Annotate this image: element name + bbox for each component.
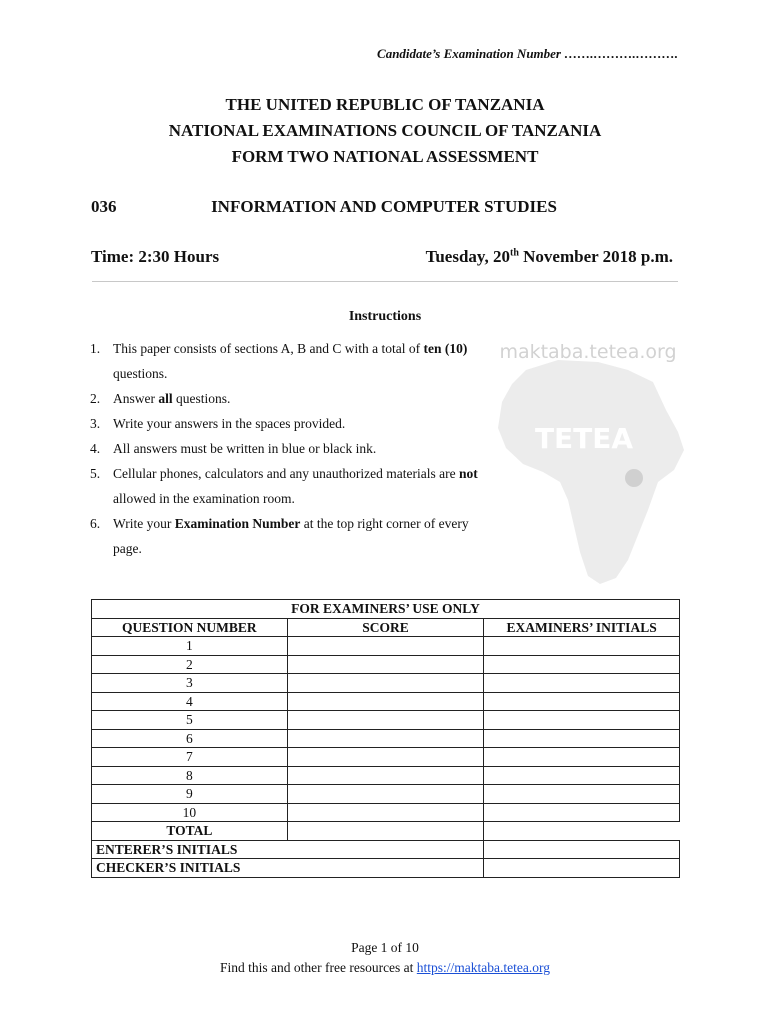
- header-council: NATIONAL EXAMINATIONS COUNCIL OF TANZANIA: [168, 121, 602, 140]
- score-cell[interactable]: [287, 729, 484, 748]
- date-sup: th: [510, 247, 519, 259]
- table-row: [92, 803, 680, 822]
- instruction-text-end: questions.: [172, 391, 231, 406]
- question-number-cell: 6: [92, 729, 288, 748]
- instruction-item: [88, 336, 488, 386]
- header-assessment: FORM TWO NATIONAL ASSESSMENT: [231, 147, 539, 166]
- date-suffix: November 2018 p.m.: [518, 247, 673, 266]
- question-number-cell: 3: [92, 674, 288, 693]
- table-caption: FOR EXAMINERS’ USE ONLY: [92, 600, 680, 619]
- paper-code: 036: [91, 197, 117, 216]
- score-cell[interactable]: [287, 766, 484, 785]
- africa-map-icon: [498, 360, 684, 584]
- instruction-number: 4.: [90, 441, 101, 456]
- total-score-cell[interactable]: [287, 822, 484, 841]
- instruction-text: Answer: [113, 391, 159, 406]
- page-footer: [0, 938, 770, 978]
- examiners-initials-cell[interactable]: [484, 711, 680, 730]
- table-row: [92, 711, 680, 730]
- checker-row: [92, 859, 680, 878]
- exam-date: [426, 247, 673, 267]
- score-cell[interactable]: [287, 748, 484, 767]
- instruction-text-end: at the top right corner of every page.: [113, 516, 469, 556]
- score-cell[interactable]: [287, 692, 484, 711]
- tetea-watermark: [488, 340, 688, 590]
- footer-text: [0, 958, 770, 978]
- instruction-emphasis: Examination Number: [174, 516, 301, 531]
- total-blank-cell: [484, 822, 680, 841]
- date-prefix: Tuesday, 20: [425, 247, 510, 266]
- examiners-initials-cell[interactable]: [484, 785, 680, 804]
- instruction-emphasis: ten (10): [423, 341, 468, 356]
- examiners-initials-cell[interactable]: [484, 674, 680, 693]
- page-number: Page 1 of 10: [351, 940, 419, 955]
- instruction-item: [88, 386, 488, 411]
- instructions-title: Instructions: [348, 309, 422, 324]
- instruction-text-end: allowed in the examination room.: [113, 491, 295, 506]
- instruction-text: Write your answers in the spaces provided.: [113, 416, 346, 431]
- instruction-text: Cellular phones, calculators and any unauthorized materials are: [113, 466, 459, 481]
- score-cell[interactable]: [287, 711, 484, 730]
- header-question-number: QUESTION NUMBER: [92, 618, 288, 637]
- table-row: [92, 748, 680, 767]
- exam-time: Time: 2:30 Hours: [91, 247, 220, 266]
- instruction-text: Write your: [113, 516, 175, 531]
- candidate-number-line: Candidate’s Examination Number …….……….……….: [377, 46, 678, 61]
- examiners-initials-cell[interactable]: [484, 803, 680, 822]
- examiners-initials-cell[interactable]: [484, 729, 680, 748]
- instruction-item: [88, 511, 488, 561]
- total-row: [92, 822, 680, 841]
- score-cell[interactable]: [287, 655, 484, 674]
- examiners-initials-cell[interactable]: [484, 766, 680, 785]
- question-number-cell: 7: [92, 748, 288, 767]
- instructions-list: [88, 336, 488, 561]
- question-number-cell: 9: [92, 785, 288, 804]
- checker-initials-cell[interactable]: [484, 859, 680, 878]
- examiners-initials-cell[interactable]: [484, 748, 680, 767]
- question-number-cell: 2: [92, 655, 288, 674]
- header-score: SCORE: [287, 618, 484, 637]
- header-republic: THE UNITED REPUBLIC OF TANZANIA: [225, 95, 545, 114]
- total-label: TOTAL: [92, 822, 288, 841]
- instruction-text: This paper consists of sections A, B and C with a total of: [113, 341, 424, 356]
- enterer-initials-cell[interactable]: [484, 840, 680, 859]
- question-number-cell: 1: [92, 637, 288, 656]
- examiners-table: [91, 599, 680, 878]
- enterer-initials-label: ENTERER’S INITIALS: [92, 840, 484, 859]
- table-row: [92, 785, 680, 804]
- instruction-number: 6.: [90, 516, 101, 531]
- examiners-initials-cell[interactable]: [484, 692, 680, 711]
- header-examiners-initials: EXAMINERS’ INITIALS: [484, 618, 680, 637]
- footer-label: Find this and other free resources at: [219, 960, 417, 975]
- paper-title: INFORMATION AND COMPUTER STUDIES: [211, 197, 557, 216]
- table-row: [92, 674, 680, 693]
- enterer-row: [92, 840, 680, 859]
- table-row: [92, 692, 680, 711]
- divider: [92, 281, 678, 282]
- table-row: [92, 766, 680, 785]
- question-number-cell: 10: [92, 803, 288, 822]
- score-cell[interactable]: [287, 785, 484, 804]
- watermark-brand: TETEA: [534, 422, 634, 455]
- footer-link[interactable]: https://maktaba.tetea.org: [416, 960, 551, 975]
- examiners-initials-cell[interactable]: [484, 655, 680, 674]
- question-number-cell: 8: [92, 766, 288, 785]
- watermark-site: maktaba.tetea.org: [499, 341, 677, 363]
- instruction-item: [88, 436, 488, 461]
- table-row: [92, 637, 680, 656]
- score-cell[interactable]: [287, 803, 484, 822]
- instruction-item: [88, 461, 488, 511]
- question-number-cell: 4: [92, 692, 288, 711]
- question-number-cell: 5: [92, 711, 288, 730]
- instruction-emphasis: all: [158, 391, 173, 406]
- table-row: [92, 729, 680, 748]
- instruction-item: [88, 411, 488, 436]
- instruction-emphasis: not: [459, 466, 478, 481]
- instruction-text: All answers must be written in blue or black ink.: [113, 441, 377, 456]
- score-cell[interactable]: [287, 637, 484, 656]
- tanzania-marker-icon: [625, 469, 643, 487]
- checker-initials-label: CHECKER’S INITIALS: [92, 859, 484, 878]
- score-cell[interactable]: [287, 674, 484, 693]
- instruction-number: 2.: [90, 391, 101, 406]
- examiners-initials-cell[interactable]: [484, 637, 680, 656]
- instruction-text-end: questions.: [113, 366, 168, 381]
- instruction-number: 3.: [90, 416, 101, 431]
- table-row: [92, 655, 680, 674]
- instruction-number: 5.: [90, 466, 101, 481]
- instruction-number: 1.: [90, 341, 101, 356]
